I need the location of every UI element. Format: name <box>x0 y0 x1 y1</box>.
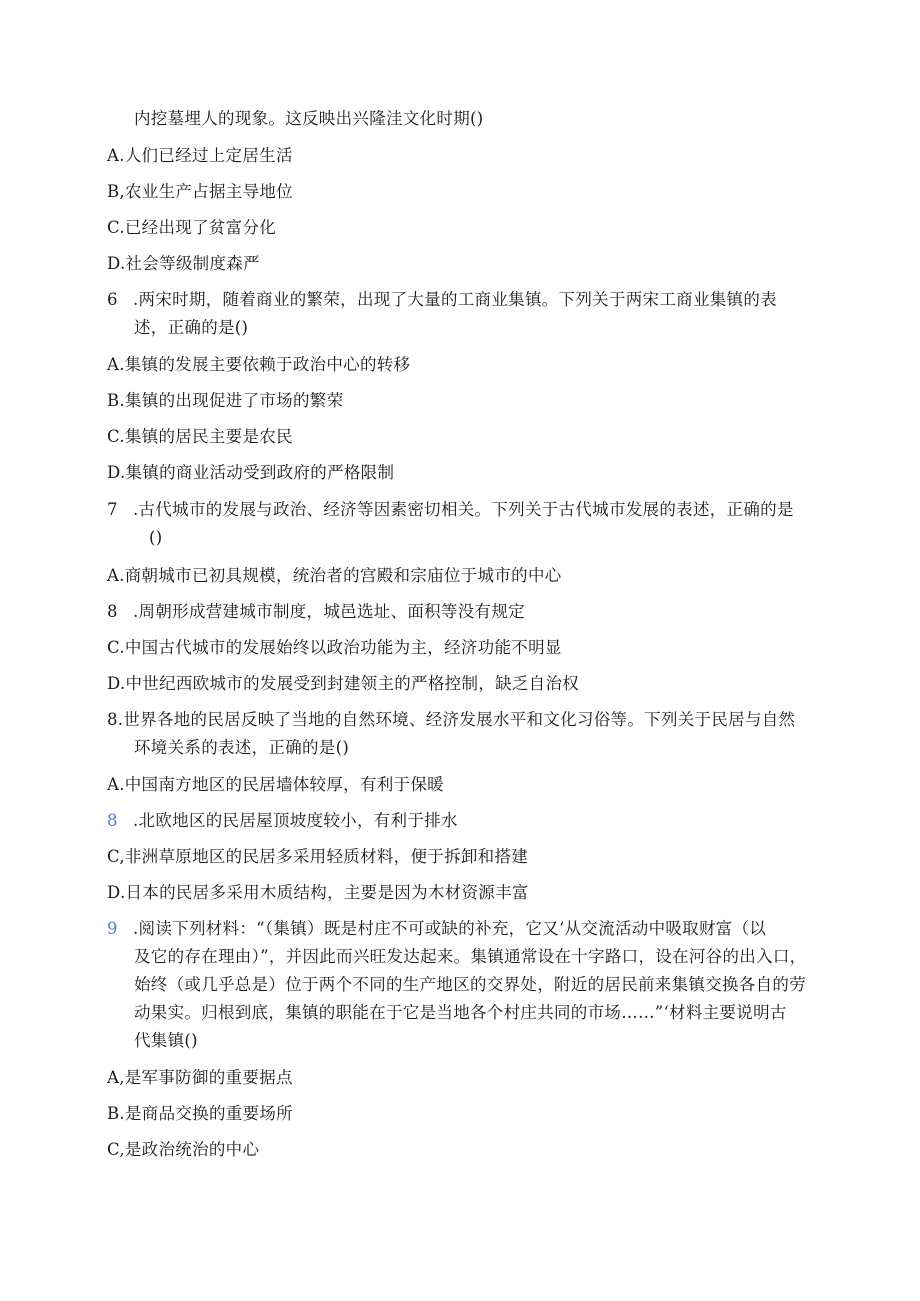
option-5d: D.社会等级制度森严 <box>107 254 260 273</box>
question-9-stem-line-3: 始终（或几乎总是）位于两个不同的生产地区的交界处，附近的居民前来集镇交换各自的劳 <box>134 975 806 994</box>
question-6-stem: .两宋时期，随着商业的繁荣，出现了大量的工商业集镇。下列关于两宋工商业集镇的表 <box>133 290 777 309</box>
option-7c: C.中国古代城市的发展始终以政治功能为主，经济功能不明显 <box>107 638 562 657</box>
question-7-stem: .古代城市的发展与政治、经济等因素密切相关。下列关于古代城市发展的表述，正确的是 <box>133 500 794 519</box>
option-8c: C,非洲草原地区的民居多采用轻质材料，便于拆卸和搭建 <box>107 847 529 866</box>
option-7a: A.商朝城市已初具规模，统治者的宫殿和宗庙位于城市的中心 <box>107 566 562 585</box>
option-5a: A.人们已经过上定居生活 <box>107 146 293 165</box>
option-6c: C.集镇的居民主要是农民 <box>107 427 293 446</box>
option-7b: .周朝形成营建城市制度，城邑选址、面积等没有规定 <box>133 602 525 621</box>
question-6-number: 6 <box>107 290 118 309</box>
option-5c: C.已经出现了贫富分化 <box>107 218 277 237</box>
question-6-stem-continuation: 述，正确的是() <box>134 318 249 337</box>
option-6a: A.集镇的发展主要依赖于政治中心的转移 <box>107 355 411 374</box>
question-8-stem: 8.世界各地的民居反映了当地的自然环境、经济发展水平和文化习俗等。下列关于民居与自然 <box>107 710 796 729</box>
option-7d: D.中世纪西欧城市的发展受到封建领主的严格控制，缺乏自治权 <box>107 674 580 693</box>
option-6d: D.集镇的商业活动受到政府的严格限制 <box>107 463 395 482</box>
option-5b: B,农业生产占据主导地位 <box>107 182 293 201</box>
option-8b-number: 8 <box>107 811 118 830</box>
option-9b: B.是商品交换的重要场所 <box>107 1104 293 1123</box>
question-9-stem-line-2: 及它的存在理由）”，并因此而兴旺发达起来。集镇通常设在十字路口，设在河谷的出入口， <box>134 947 807 966</box>
question-8-stem-continuation: 环境关系的表述，正确的是() <box>134 738 350 757</box>
question-9-stem-line-4: 动果实。归根到底，集镇的职能在于它是当地各个村庄共同的市场……”‘材料主要说明古 <box>134 1003 787 1022</box>
option-7b-number: 8 <box>107 602 118 621</box>
question-7-number: 7 <box>107 500 118 519</box>
question-9-stem-line-5: 代集镇() <box>134 1031 198 1050</box>
question-5-stem-continuation: 内挖墓埋人的现象。这反映出兴隆洼文化时期() <box>134 109 484 128</box>
question-9-number: 9 <box>107 919 118 938</box>
option-8d: D.日本的民居多采用木质结构，主要是因为木材资源丰富 <box>107 883 529 902</box>
question-9-stem: .阅读下列材料：“（集镇）既是村庄不可或缺的补充，它又‘从交流活动中吸取财富（以 <box>133 919 767 938</box>
option-9a: A,是军事防御的重要据点 <box>107 1068 293 1087</box>
option-6b: B.集镇的出现促进了市场的繁荣 <box>107 391 344 410</box>
option-8a: A.中国南方地区的民居墙体较厚，有利于保暖 <box>107 775 444 794</box>
option-8b: .北欧地区的民居屋顶坡度较小，有利于排水 <box>133 811 458 830</box>
question-7-stem-continuation: () <box>149 528 163 547</box>
option-9c: C,是政治统治的中心 <box>107 1140 260 1159</box>
